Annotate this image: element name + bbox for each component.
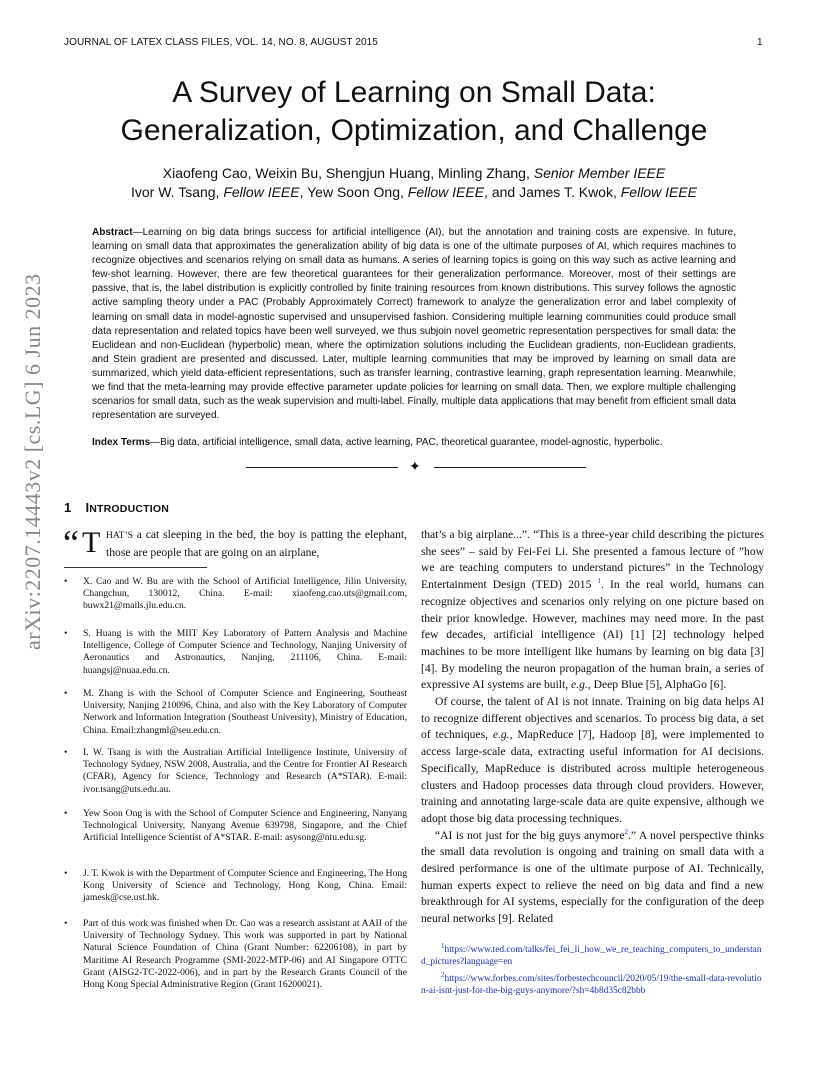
authors-line-1 (40, 165, 788, 181)
intro-left-text (63, 523, 407, 563)
section-number: 1 (64, 500, 72, 515)
intro-right-column (421, 527, 764, 928)
bullet-icon: • (64, 918, 68, 929)
footnote-mark: 1 (441, 941, 445, 950)
index-terms-label: Index Terms (92, 437, 151, 448)
bullet-icon: • (64, 576, 68, 587)
index-terms (92, 436, 736, 450)
affiliation-text: X. Cao and W. Bu are with the School of Artificial Intelligence, Jilin University, Changchun, 130012, China. E-mail: xiaofeng.cao.uts@gmail.com, buwx21@mails.jlu.edu.cn. (83, 576, 407, 612)
divider-line-right (434, 467, 586, 468)
paragraph-text: e.g. (571, 678, 588, 692)
footnote-link[interactable]: https://www.forbes.com/sites/forbestechcouncil/2020/05/19/the-small-data-revolution-ai-isnt-just-for-the-big-guys-anymore/?sh=4b8d35c82bbb (421, 974, 762, 997)
author-role: Fellow IEEE (407, 184, 485, 200)
title-line-2: Generalization, Optimization, and Challenge (120, 114, 708, 147)
dropcap-quote: “ (63, 523, 79, 563)
bullet-icon: • (64, 808, 68, 819)
footnote-link[interactable]: https://www.ted.com/talks/fei_fei_li_how_we_re_teaching_computers_to_understand_pictures?language=en (421, 945, 762, 968)
intro-first-text: a cat sleeping in the bed, the boy is patting the elephant, those are people that are going on an airplane, (106, 528, 407, 559)
paragraph-text: . In the real world, humans can recognize objectives and scenarios only relying on one picture based on their prior knowledge. However, machines may need more. In the past few decades, artificial intelligence (AI) [1] [2] technology helped machines to be more intelligent like humans by learning on big data [3] [4]. By modeling the neuron propagation of the human brain, a series of expressive AI systems are built, (421, 578, 764, 692)
section-heading (64, 500, 169, 515)
title-line-1: A Survey of Learning on Small Data: (172, 76, 656, 109)
affiliation-item (64, 576, 407, 613)
abstract-label: Abstract (92, 227, 133, 238)
footnote-mark: 2 (441, 970, 445, 979)
dropcap-letter: T (82, 526, 101, 559)
arxiv-id: arXiv:2207.14443v2 [cs.LG] 6 Jun 2023 (20, 273, 45, 650)
author-names: , and James T. Kwok, (484, 184, 621, 200)
bullet-icon: • (64, 628, 68, 639)
paragraph-text: .” A novel perspective thinks the small data revolution is ongoing and training on small data with a desired performance is one of the ultimate purpose of AI. Technically, human experts expect to relieve the need on big data and find a new breakthrough for AI systems, especially for the configuration of the deep neural networks [9]. Related (421, 828, 765, 926)
affiliation-text: M. Zhang is with the School of Computer Science and Engineering, Southeast University, Nanjing 210096, China, and also with the Key Laboratory of Computer Network and Information Integration (Southeast University), Ministry of Education, China. Email:zhangml@seu.edu.cn. (83, 688, 407, 736)
intro-first-paragraph (63, 523, 407, 563)
author-role: Fellow IEEE (620, 184, 697, 200)
running-header: JOURNAL OF LATEX CLASS FILES, VOL. 14, NO. 8, AUGUST 2015 (64, 37, 378, 48)
author-role: Fellow IEEE (223, 184, 300, 200)
paragraph-text: that’s a big airplane...”. “This is a three-year child describing the pictures she sees” – said by Fei-Fei Li. She presented a famous lecture of ”how we are teaching computers to understand pictures” in the Technology Entertainment Design (TED) 2015 (421, 528, 764, 592)
affiliation-item (64, 918, 407, 991)
intro-paragraph (421, 527, 764, 694)
section-title-initial: I (85, 500, 90, 515)
footnote-rule (64, 567, 207, 568)
affiliation-text: Yew Soon Ong is with the School of Computer Science and Engineering, Nanyang Technological University, Nanyang Avenue 639798, Singapore, and the Chief Artificial Intelligence Scientist of A*STAR. E-mail: asysong@ntu.edu.sg. (83, 808, 407, 844)
affiliation-text: J. T. Kwok is with the Department of Computer Science and Engineering, The Hong Kong University of Science and Technology, Hong Kong, China. Email: jamesk@cse.ust.hk. (83, 868, 407, 904)
footnote-ref-link[interactable]: 2 (624, 827, 629, 836)
abstract (92, 226, 736, 423)
affiliation-item (64, 868, 407, 905)
bullet-icon: • (64, 747, 68, 758)
diamond-star-icon: ✦ (409, 460, 421, 475)
affiliation-text: Part of this work was finished when Dr. Cao was a research assistant at AAII of the University of Technology Sydney. This work was supported in part by National Natural Science Foundation of China (Grant Number: 62206108), in part by Maritime AI Research Programme (SMI-2022-MTP-06) and AI Singapore OTTC Grant (AISG2-TC-2022-006), and in part by the Research Grants Council of the Hong Kong Special Administrative Region (Grant 16200021). (83, 918, 407, 991)
authors-line-2 (40, 184, 788, 200)
paragraph-text: e.g. (492, 728, 510, 742)
footnote (421, 970, 764, 998)
paragraph-text: , Deep Blue [5], AlphaGo [6]. (587, 678, 727, 692)
author-names: , Yew Soon Ong, (299, 184, 408, 200)
affiliation-item (64, 628, 407, 677)
paragraph-text: Of course, the talent of AI is not innate. Training on big data helps Al to recognize different objectives and scenarios. To process big data, a set of techniques, (421, 695, 764, 742)
affiliation-item (64, 747, 407, 796)
paragraph-text: “AI is not just for the big guys anymore (435, 828, 625, 842)
bullet-icon: • (64, 868, 68, 879)
section-title-rest: NTRODUCTION (89, 503, 170, 515)
affiliation-text: S. Huang is with the MIIT Key Laboratory of Pattern Analysis and Machine Intelligence, College of Computer Science and Technology, Nanjing University of Aeronautics and Astronautics, Nanjing, 211106, China. E-mail: huangsj@nuaa.edu.cn. (83, 628, 407, 676)
affiliation-item (64, 688, 407, 737)
intro-paragraph (421, 828, 764, 928)
footnote (421, 941, 764, 969)
paper-title (40, 74, 788, 150)
author-names: Xiaofeng Cao, Weixin Bu, Shengjun Huang, Minling Zhang, (162, 165, 534, 181)
index-terms-text: —Big data, artificial intelligence, small data, active learning, PAC, theoretical guarantee, model-agnostic, hyperbolic. (150, 437, 663, 448)
divider-line-left (246, 467, 398, 468)
intro-paragraph (421, 694, 764, 828)
footnote-ref-link[interactable]: 1 (597, 577, 601, 586)
affiliation-item (64, 808, 407, 845)
paragraph-text: , MapReduce [7], Hadoop [8], were implemented to access large-scale data, extracting useful information for AI decisions. Specifically, MapReduce is distributed across multiple heterogeneous clusters and Hadoop processes data through cloud providers. However, training and annotating large-scale data are quite expensive, although we adopt those big data processing techniques. (421, 728, 764, 825)
section-divider (246, 462, 586, 474)
intro-smallcaps: HAT’S (106, 531, 133, 541)
bullet-icon: • (64, 688, 68, 699)
author-names: Ivor W. Tsang, (131, 184, 224, 200)
abstract-text: —Learning on big data brings success for artificial intelligence (AI), but the annotation and training costs are expensive. In future, learning on small data that approximates the generalization ability of big data is one of the ultimate purposes of AI, which requires machines to recognize objectives and scenarios relying on small data as humans. A series of learning topics is going on this way such as active learning and few-shot learning. However, there are few theoretical guarantees for their generalization performance. Moreover, most of their settings are passive, that is, the label distribution is explicitly controlled by finite training resources from known distributions. This survey follows the agnostic active sampling theory under a PAC (Probably Approximately Correct) framework to analyze the generalization error and label complexity of learning on small data in model-agnostic supervised and unsupervised fashion. Considering multiple learning communities could produce small data representation and related topics have been well surveyed, we thus subjoin novel geometric representation perspectives for small data: the Euclidean and non-Euclidean (hyperbolic) mean, where the optimization solutions including the Euclidean gradients, non-Euclidean gradients, and Stein gradient are presented and discussed. Later, multiple learning communities that may be improved by learning on small data are summarized, which yield data-efficient representations, such as transfer learning, contrastive learning, graph representation learning. Meanwhile, we find that the meta-learning may provide effective parameter update policies for learning on small data. Then, we explore multiple challenging scenarios for small data, such as the weak supervision and multi-label. Finally, multiple data applications that may benefit from efficient small data representation are surveyed. (92, 227, 736, 422)
author-role: Senior Member IEEE (533, 165, 666, 181)
page-number: 1 (757, 37, 763, 48)
affiliation-text: I. W. Tsang is with the Australian Artificial Intelligence Institute, University of Technology Sydney, NSW 2008, Australia, and the Centre for Frontier AI Research (CFAR), Agency for Science, Technology and Research (A*STAR). E-mail: ivor.tsang@uts.edu.au. (83, 747, 407, 795)
